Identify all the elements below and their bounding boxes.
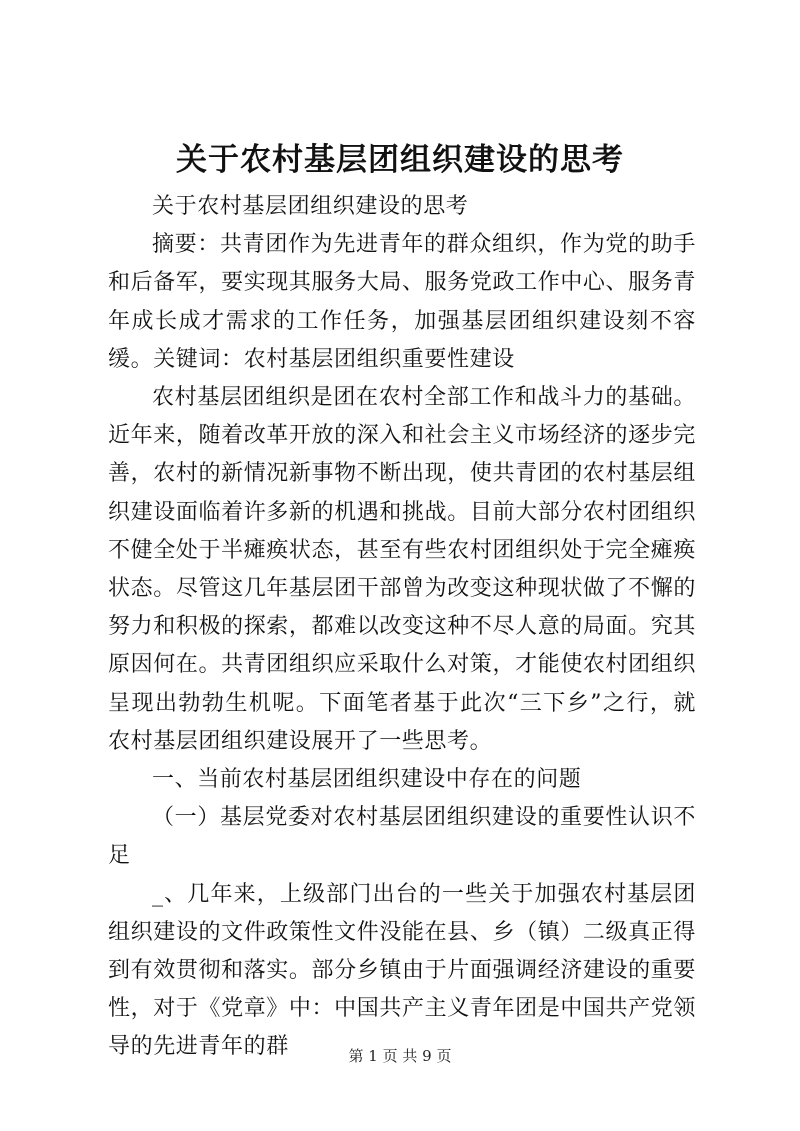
section-heading: 一、当前农村基层团组织建设中存在的问题 [152, 767, 582, 793]
subsection-heading: （一）基层党委对农村基层团组织建设的重要性认识不足 [108, 805, 696, 869]
body-paragraph: _、几年来，上级部门出台的一些关于加强农村基层团组织建设的文件政策性文件没能在县、乡（镇）二级真正得到有效贯彻和落实。部分乡镇由于片面强调经济建设的重要性，对于《党章》中：中国共产主义青年团是中国共产党领导的先进青年的群 [108, 881, 696, 1060]
document-body [108, 188, 696, 1067]
page-number-footer: 第 1 页 共 9 页 [348, 1047, 452, 1065]
document-title: 关于农村基层团组织建设的思考 [176, 142, 624, 178]
abstract-paragraph: 摘要：共青团作为先进青年的群众组织，作为党的助手和后备军，要实现其服务大局、服务党政工作中心、服务青年成长成才需求的工作任务，加强基层团组织建设刻不容缓。关键词：农村基层团组织重要性建设 [108, 232, 696, 372]
intro-paragraph: 农村基层团组织是团在农村全部工作和战斗力的基础。近年来，随着改革开放的深入和社会主义市场经济的逐步完善，农村的新情况新事物不断出现，使共青团的农村基层组织建设面临着许多新的机遇和挑战。目前大部分农村团组织不健全处于半瘫痪状态，甚至有些农村团组织处于完全瘫痪状态。尽管这几年基层团干部曾为改变这种现状做了不懈的努力和积极的探索，都难以改变这种不尽人意的局面。究其原因何在。共青团组织应采取什么对策，才能使农村团组织呈现出勃勃生机呢。下面笔者基于此次“三下乡”之行，就农村基层团组织建设展开了一些思考。 [108, 385, 696, 754]
subtitle-paragraph: 关于农村基层团组织建设的思考 [152, 194, 469, 219]
